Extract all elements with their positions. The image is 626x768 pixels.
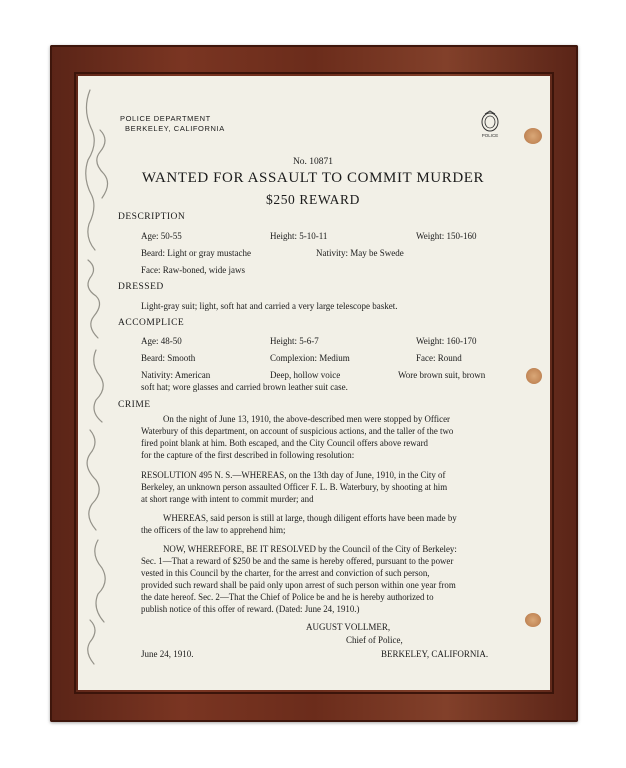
accomplice-wore-line1: Wore brown suit, brown [398, 370, 486, 380]
text-line: Berkeley, an unknown person assaulted Officer F. L. B. Waterbury, by shooting at him [141, 482, 448, 492]
text-line: NOW, WHEREFORE, BE IT RESOLVED by the Council of the City of Berkeley: [163, 544, 457, 554]
crime-heading: CRIME [118, 400, 151, 410]
stain-mark [525, 613, 541, 627]
department-name: POLICE DEPARTMENT [120, 114, 211, 123]
accomplice-complexion: Complexion: Medium [270, 353, 350, 363]
crime-paragraph-1 [141, 413, 503, 461]
signature-date: June 24, 1910. [141, 649, 194, 659]
stain-mark [526, 368, 542, 384]
accomplice-voice: Deep, hollow voice [270, 370, 341, 380]
police-badge-icon [478, 110, 502, 138]
text-line: publish notice of this offer of reward. (Dated: June 24, 1910.) [141, 604, 360, 614]
text-line: On the night of June 13, 1910, the above-described men were stopped by Officer [163, 414, 450, 424]
crime-paragraph-2 [141, 469, 503, 505]
text-line: at short range with intent to commit murder; and [141, 494, 314, 504]
description-nativity: Nativity: May be Swede [316, 248, 404, 258]
dressed-heading: DRESSED [118, 282, 164, 292]
accomplice-nativity: Nativity: American [141, 370, 211, 380]
description-beard: Beard: Light or gray mustache [141, 248, 251, 258]
dressed-text: Light-gray suit; light, soft hat and carried a very large telescope basket. [141, 301, 398, 311]
crime-paragraph-4 [141, 543, 503, 615]
text-line: for the capture of the first described in following resolution: [141, 450, 355, 460]
description-height: Height: 5-10-11 [270, 231, 328, 241]
stain-mark [524, 128, 542, 144]
text-line: vested in this Council by the charter, for the arrest and conviction of such person, [141, 568, 430, 578]
accomplice-wore-line2: soft hat; wore glasses and carried brown leather suit case. [141, 382, 348, 392]
description-face: Face: Raw-boned, wide jaws [141, 265, 245, 275]
description-weight: Weight: 150-160 [416, 231, 477, 241]
text-line: the date hereof. Sec. 2—That the Chief of Police be and he is hereby authorized to [141, 592, 434, 602]
description-heading: DESCRIPTION [118, 212, 186, 222]
accomplice-face: Face: Round [416, 353, 462, 363]
department-city: BERKELEY, CALIFORNIA [125, 124, 225, 133]
signature-name: AUGUST VOLLMER, [306, 622, 391, 632]
notice-number: No. 10871 [292, 157, 334, 167]
accomplice-height: Height: 5-6-7 [270, 336, 319, 346]
text-line: WHEREAS, said person is still at large, though diligent efforts have been made by [163, 513, 457, 523]
description-age: Age: 50-55 [141, 231, 182, 241]
accomplice-heading: ACCOMPLICE [118, 318, 185, 328]
badge-label: POLICE [481, 133, 499, 138]
signature-city: BERKELEY, CALIFORNIA. [381, 649, 489, 659]
text-line: Sec. 1—That a reward of $250 be and the same is hereby offered, pursuant to the power [141, 556, 454, 566]
accomplice-beard: Beard: Smooth [141, 353, 196, 363]
accomplice-weight: Weight: 160-170 [416, 336, 477, 346]
crime-paragraph-3 [141, 512, 503, 536]
text-line: fired point blank at him. Both escaped, and the City Council offers above reward [141, 438, 428, 448]
text-line: provided such reward shall be paid only upon arrest of such person within one year from [141, 580, 456, 590]
text-line: the officers of the law to apprehend him; [141, 525, 286, 535]
signature-role: Chief of Police, [346, 635, 403, 645]
text-line: RESOLUTION 495 N. S.—WHEREAS, on the 13th day of June, 1910, in the City of [141, 470, 446, 480]
accomplice-age: Age: 48-50 [141, 336, 182, 346]
notice-title: WANTED FOR ASSAULT TO COMMIT MURDER [141, 170, 485, 186]
text-line: Waterbury of this department, on account of suspicious actions, and the taller of the two [141, 426, 454, 436]
reward-amount: $250 REWARD [266, 192, 360, 207]
department-header [120, 114, 225, 134]
